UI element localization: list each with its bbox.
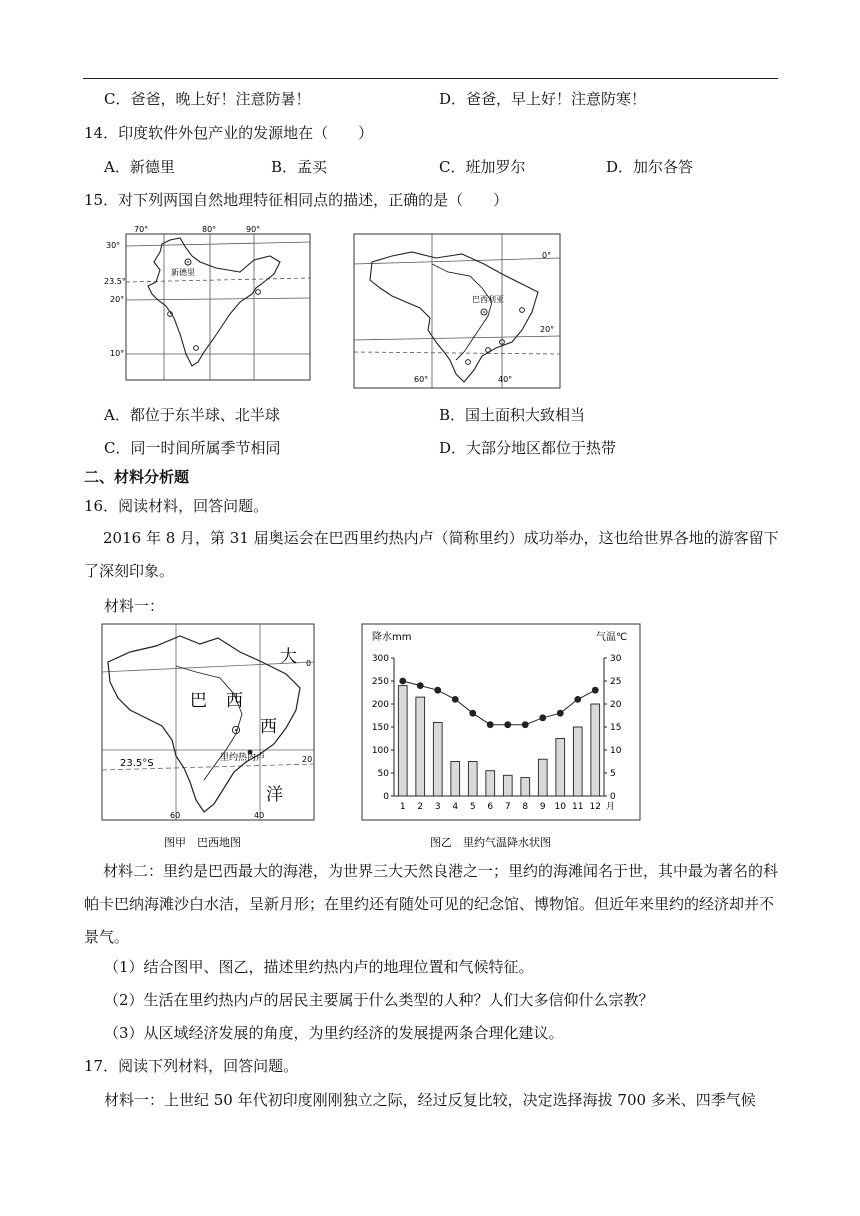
- left-tick-label: 0: [383, 792, 389, 802]
- x-tick-label: 7: [504, 802, 511, 812]
- right-tick-label: 5: [610, 769, 616, 779]
- q16-material2: 材料二：里约是巴西最大的海港，为世界三大天然良港之一；里约的海滩闻名于世，其中最为著名的科帕卡巴纳海滩沙白水洁，呈新月形；在里约还有随处可见的纪念馆、博物馆。但近年来里约的经济却并不景气。: [84, 862, 779, 946]
- india-map: [104, 222, 316, 384]
- precip-bar: [398, 686, 407, 796]
- precip-bar: [573, 727, 582, 796]
- q17-material1: 材料一：上世纪 50 年代初印度刚刚独立之际，经过反复比较，决定选择海拔 700 多米、四季气候: [104, 1091, 756, 1109]
- map-tropic-label: 23.5°S: [120, 758, 154, 769]
- map-lon-40: 40: [254, 811, 265, 820]
- map-lon-60: 60: [170, 811, 181, 820]
- map-label-da: 大: [280, 647, 297, 667]
- right-tick-label: 30: [610, 654, 622, 664]
- precip-bar: [451, 762, 460, 797]
- precip-bar: [486, 771, 495, 796]
- x-tick-label: 12: [589, 802, 601, 812]
- india-lon-70: 70°: [134, 225, 149, 234]
- right-tick-label: 15: [610, 723, 622, 733]
- india-lat-23-5: 23.5°: [104, 277, 126, 286]
- right-tick-label: 10: [610, 746, 622, 756]
- climate-chart: [360, 622, 644, 854]
- q16-intro: 2016 年 8 月，第 31 届奥运会在巴西里约热内卢（简称里约）成功举办，这也给世界各地的游客留下了深刻印象。: [84, 529, 779, 580]
- x-tick-label: 4: [452, 802, 459, 812]
- q16-material1-label: 材料一：: [104, 597, 165, 615]
- x-tick-label: 3: [434, 802, 441, 812]
- left-tick-label: 50: [377, 769, 389, 779]
- q16-sub2: （2）生活在里约热内卢的居民主要属于什么类型的人种？人们大多信仰什么宗教？: [104, 991, 654, 1009]
- q16-sub1: （1）结合图甲、图乙，描述里约热内卢的地理位置和气候特征。: [104, 958, 534, 976]
- map-label-xi2: 西: [260, 717, 277, 737]
- q14-option-c: C．班加罗尔: [439, 158, 526, 176]
- map-city-label: 里约热内卢: [220, 753, 266, 763]
- temp-point: [417, 682, 424, 689]
- q13-option-d: D．爸爸，早上好！注意防寒！: [439, 90, 647, 108]
- left-tick-label: 300: [371, 654, 389, 664]
- q14-option-b: B．孟买: [271, 158, 328, 176]
- left-tick-label: 150: [371, 723, 389, 733]
- q15-option-d: D．大部分地区都位于热带: [439, 439, 617, 457]
- temp-point: [452, 696, 459, 703]
- india-city-label: 新德里: [171, 268, 195, 277]
- temp-point: [399, 678, 406, 685]
- right-tick-label: 25: [610, 677, 622, 687]
- map-lat-20: 20: [302, 755, 313, 764]
- temp-point: [469, 710, 476, 717]
- right-tick-label: 0: [610, 792, 616, 802]
- q14-option-d: D．加尔各答: [606, 158, 694, 176]
- brazil-city-label: 巴西利亚: [472, 295, 504, 304]
- india-lat-10: 10°: [110, 349, 125, 358]
- precip-bar: [503, 775, 512, 796]
- page-top-rule: [83, 78, 778, 79]
- map-lat-0: 0: [306, 659, 312, 668]
- brazil-lat-20: 20°: [540, 325, 555, 334]
- q15-option-c: C．同一时间所属季节相同: [104, 439, 281, 457]
- precip-bar: [591, 704, 600, 796]
- x-tick-label: 1: [399, 802, 406, 812]
- x-tick-label: 10: [554, 802, 566, 812]
- map-caption: 图甲 巴西地图: [164, 836, 241, 849]
- right-tick-label: 20: [610, 700, 622, 710]
- precip-bar: [416, 697, 425, 796]
- q17-stem: 17．阅读下列材料，回答问题。: [84, 1057, 299, 1075]
- temp-point: [592, 687, 599, 694]
- q16-sub3: （3）从区域经济发展的角度，为里约经济的发展提两条合理化建议。: [104, 1024, 564, 1042]
- q14-option-a: A．新德里: [104, 158, 175, 176]
- map-label-xi: 西: [226, 691, 243, 711]
- temp-point: [539, 714, 546, 721]
- x-tick-label: 8: [522, 802, 529, 812]
- q13-option-c: C．爸爸，晚上好！注意防暑！: [104, 90, 311, 108]
- precip-bar: [468, 762, 477, 797]
- india-lat-30: 30°: [106, 241, 121, 250]
- brazil-lon-60: 60°: [414, 375, 429, 384]
- map-label-ba: 巴: [190, 691, 207, 711]
- map-label-yang: 洋: [266, 785, 283, 805]
- x-unit-label: 月: [606, 802, 616, 812]
- temp-point: [487, 721, 494, 728]
- left-tick-label: 250: [371, 677, 389, 687]
- temp-point: [504, 721, 511, 728]
- q15-option-b: B．国土面积大致相当: [439, 406, 586, 424]
- precip-bar: [521, 778, 530, 796]
- temp-line: [403, 681, 596, 725]
- left-tick-label: 200: [371, 700, 389, 710]
- temp-point: [557, 710, 564, 717]
- precip-bar: [556, 739, 565, 797]
- brazil-map-q15: [352, 232, 564, 390]
- temp-point: [522, 721, 529, 728]
- india-lat-20: 20°: [110, 295, 125, 304]
- q15-option-a: A．都位于东半球、北半球: [104, 406, 280, 424]
- x-tick-label: 5: [469, 802, 476, 812]
- x-tick-label: 9: [539, 802, 546, 812]
- india-lon-80: 80°: [202, 225, 217, 234]
- x-tick-label: 6: [487, 802, 494, 812]
- temp-point: [434, 687, 441, 694]
- brazil-lon-40: 40°: [498, 375, 513, 384]
- x-tick-label: 2: [417, 802, 424, 812]
- chart-title: 图乙 里约气温降水状图: [430, 836, 551, 849]
- chart-ylabel-right: 气温℃: [596, 632, 628, 643]
- precip-bar: [433, 722, 442, 796]
- q15-stem: 15．对下列两国自然地理特征相同点的描述，正确的是（ ）: [84, 191, 509, 209]
- q14-stem: 14．印度软件外包产业的发源地在（ ）: [84, 124, 374, 142]
- temp-point: [574, 696, 581, 703]
- left-tick-label: 100: [371, 746, 389, 756]
- section-title: 二、材料分析题: [84, 468, 190, 486]
- india-lon-90: 90°: [246, 225, 261, 234]
- chart-ylabel-left: 降水mm: [372, 632, 412, 643]
- x-tick-label: 11: [572, 802, 584, 812]
- brazil-lat-0: 0°: [542, 251, 552, 260]
- precip-bar: [538, 759, 547, 796]
- q16-stem: 16．阅读材料，回答问题。: [84, 497, 269, 515]
- brazil-map-figure: [100, 622, 318, 854]
